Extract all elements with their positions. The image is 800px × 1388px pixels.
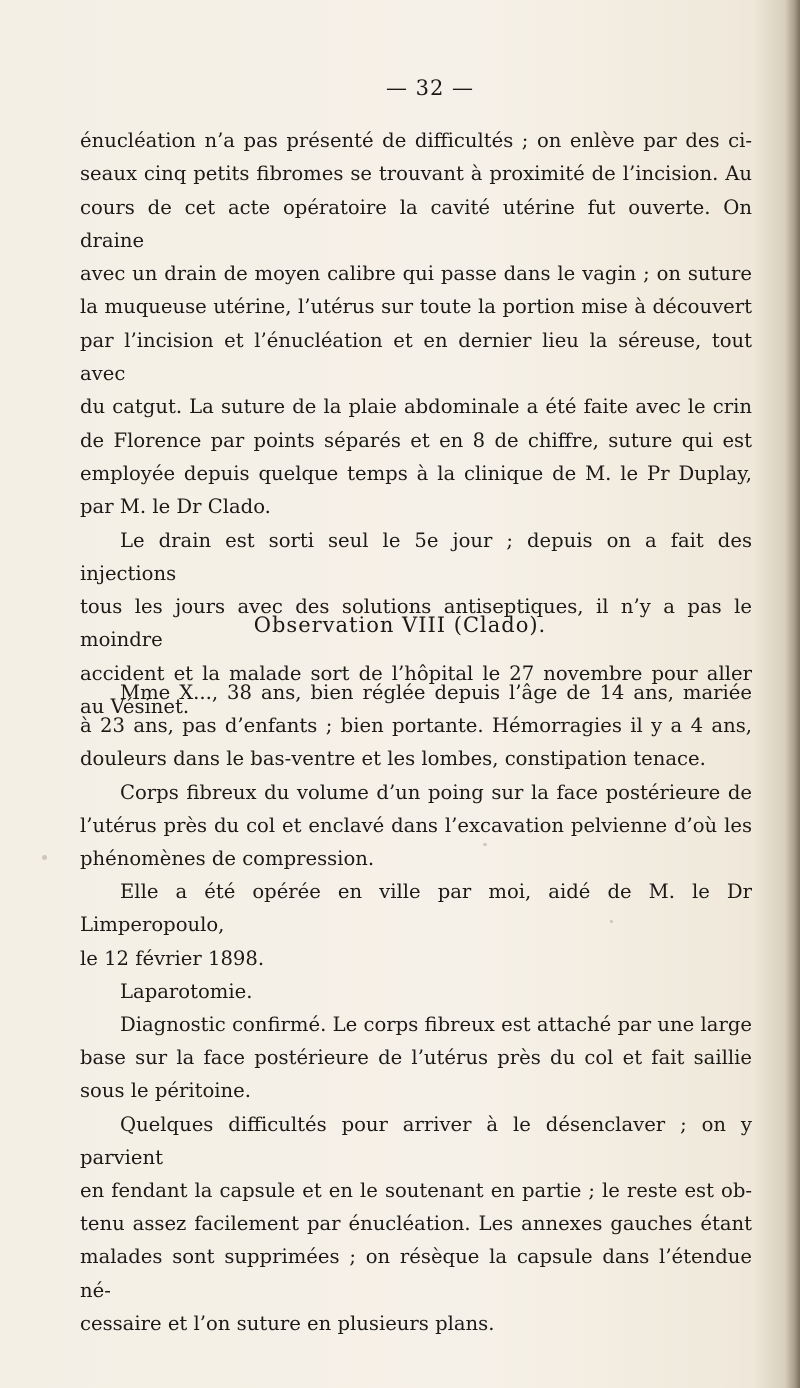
- text-line: Corps fibreux du volume d’un poing sur la face postérieure de: [120, 780, 752, 804]
- text-line: tous les jours avec des solutions antiseptiques, il n’y a pas le moindre: [80, 595, 752, 652]
- paragraph-difficulties: [80, 1108, 752, 1307]
- text-line: la muqueuse utérine, l’utérus sur toute la portion mise à découvert: [80, 295, 752, 319]
- text-line: Elle a été opérée en ville par moi, aidé de M. le Dr Limperopoulo,: [80, 880, 752, 937]
- paragraph-fibroid: [80, 776, 752, 842]
- text-line: par l’incision et l’énucléation et en dernier lieu la séreuse, tout avec: [80, 328, 752, 386]
- text-line: tenu assez facilement par énucléation. Les annexes gauches étant: [80, 1212, 752, 1236]
- body-text-bottom: [80, 676, 752, 1340]
- text-line: en fendant la capsule et en le soutenant en partie ; le reste est ob-: [80, 1179, 752, 1203]
- paragraph-line-end: [80, 742, 752, 775]
- paragraph-diagnosis: [80, 1008, 752, 1074]
- paragraph-patient: [80, 676, 752, 742]
- paragraph-line-end: [80, 1307, 752, 1340]
- text-line: Le drain est sorti seul le 5e jour ; depuis on a fait des injections: [80, 528, 752, 585]
- text-line: du catgut. La suture de la plaie abdominale a été faite avec le crin: [80, 395, 752, 419]
- paragraph-laparotomy: [80, 975, 752, 1008]
- page-number: — 32 —: [385, 76, 475, 100]
- text-line: l’utérus près du col et enclavé dans l’excavation pelvienne d’où les: [80, 813, 752, 837]
- text-line: à 23 ans, pas d’enfants ; bien portante. Hémorragies il y a 4 ans,: [80, 714, 752, 738]
- text-line: accident et la malade sort de l’hôpital le 27 novembre pour aller: [80, 661, 752, 685]
- text-line: par M. le Dr Clado.: [80, 495, 271, 519]
- text-line: seaux cinq petits fibromes se trouvant à proximité de l’incision. Au: [80, 162, 752, 186]
- text-line: le 12 février 1898.: [80, 946, 265, 970]
- paragraph-line-end: [80, 1074, 752, 1107]
- paragraph-line-end: [80, 842, 752, 875]
- text-line: malades sont supprimées ; on résèque la capsule dans l’étendue né-: [80, 1245, 752, 1302]
- paper-speck: [42, 855, 47, 860]
- paragraph-operated: [80, 875, 752, 941]
- observation-heading: Observation VIII (Clado).: [253, 613, 547, 637]
- paper-speck: [483, 843, 487, 846]
- text-line: cours de cet acte opératoire la cavité utérine fut ouverte. On draine: [80, 195, 752, 252]
- text-line: Diagnostic confirmé. Le corps fibreux est attaché par une large: [120, 1013, 752, 1037]
- text-line: au Vésinet.: [80, 695, 190, 719]
- paragraph-drain: [80, 524, 752, 690]
- text-line: sous le péritoine.: [80, 1079, 251, 1103]
- text-line: cessaire et l’on suture en plusieurs plans.: [80, 1311, 495, 1335]
- text-line: avec un drain de moyen calibre qui passe dans le vagin ; on suture: [80, 262, 752, 286]
- paragraph-continuation: [80, 124, 752, 490]
- text-line: Laparotomie.: [120, 979, 253, 1003]
- text-line: de Florence par points séparés et en 8 de chiffre, suture qui est: [80, 428, 752, 452]
- text-line: phénomènes de compression.: [80, 847, 375, 871]
- paper-speck: [610, 920, 613, 923]
- text-line: énucléation n’a pas présenté de difficultés ; on enlève par des ci-: [80, 129, 752, 152]
- text-line: base sur la face postérieure de l’utérus près du col et fait saillie: [80, 1046, 752, 1070]
- text-line: employée depuis quelque temps à la clinique de M. le Pr Duplay,: [80, 461, 752, 485]
- paragraph-line-end: [80, 942, 752, 975]
- paragraph-line-end: [80, 490, 752, 523]
- page-edge-shadow: [786, 0, 800, 1388]
- text-line: Mme X..., 38 ans, bien réglée depuis l’âge de 14 ans, mariée: [120, 681, 752, 704]
- text-line: douleurs dans le bas-ventre et les lombes, constipation tenace.: [80, 747, 706, 771]
- text-line: Quelques difficultés pour arriver à le désenclaver ; on y parvient: [80, 1112, 752, 1169]
